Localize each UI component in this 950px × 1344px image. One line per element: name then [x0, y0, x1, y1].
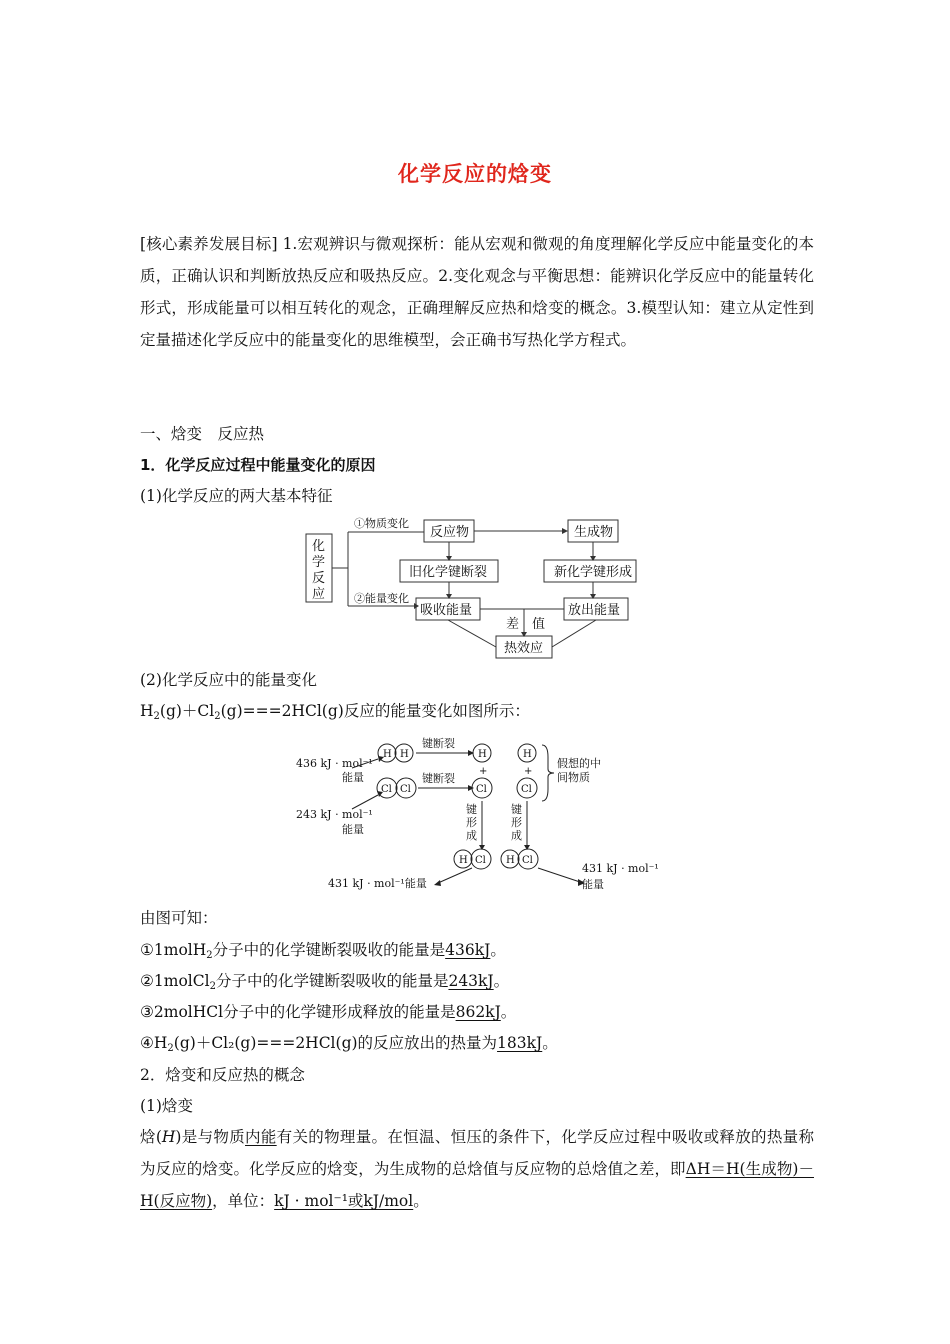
flow-left-char-2: 学 — [312, 555, 326, 570]
def-delta-h-formula: ΔH＝H(生成物)－H(反应物) — [140, 1160, 814, 1210]
atom-cl5: Cl — [475, 855, 486, 866]
atom-cl4: Cl — [521, 784, 532, 795]
plus-sign-2: + — [524, 766, 533, 777]
label-energy-1: 能量 — [342, 771, 364, 784]
fact-1-post: 。 — [490, 941, 506, 959]
fact-1-pre: ①1molH — [140, 941, 207, 959]
fact-3-pre: ③2molHCl — [140, 1003, 224, 1021]
reaction-features-flowchart — [300, 510, 640, 662]
flow-absorb-energy: 吸收能量 — [420, 603, 473, 618]
core-goals-paragraph: [核心素养发展目标] 1.宏观辨识与微观探析：能从宏观和微观的角度理解化学反应中能量变化的本质，正确认识和判断放热反应和吸热反应。2.变化观念与平衡思想：能辨识化学反应中的能量转化形式，形成能量可以相互转化的观念，正确理解反应热和焓变的概念。3.模型认知：建立从定性到定量描述化学反应中的能量变化的思维模型，会正确书写热化学方程式。 — [140, 235, 814, 349]
label-431-right: 431 kJ · mol⁻¹ — [582, 862, 659, 875]
fact-4 — [140, 1031, 558, 1055]
heading-enthalpy-concept: 2．焓变和反应热的概念 — [140, 1066, 305, 1084]
fact-4-answer: 183kJ — [497, 1034, 543, 1052]
label-bond-break-1: 键断裂 — [422, 737, 455, 750]
flow-product: 生成物 — [574, 525, 614, 540]
fact-1-sub: 2 — [206, 950, 213, 961]
flow-branch-energy: ②能量变化 — [354, 592, 409, 605]
fact-4-pre: ④H — [140, 1034, 168, 1052]
section-heading-enthalpy: 一、焓变 反应热 — [140, 425, 265, 443]
label-hypothetical-2: 间物质 — [557, 771, 590, 784]
atom-h6: H — [506, 855, 515, 866]
def-part1: 焓( — [140, 1128, 162, 1146]
fact-2-pre: ②1molCl — [140, 972, 210, 990]
label-form-1c: 成 — [466, 829, 477, 842]
fact-2-mid: 分子中的化学键断裂吸收的能量是 — [215, 972, 449, 990]
fact-4-mid: (g)＋Cl₂(g)===2HCl(g)的反应放出的热量为 — [173, 1034, 498, 1052]
atom-cl3: Cl — [476, 784, 487, 795]
plus-sign-1: + — [479, 766, 488, 777]
eq-cl-sub: 2 — [214, 711, 221, 722]
enthalpy-definition-paragraph — [140, 1121, 814, 1217]
flow-left-char-4: 应 — [312, 587, 326, 602]
flow-heat-effect: 热效应 — [504, 641, 544, 656]
eq-h-sub: 2 — [153, 711, 160, 722]
atom-h1: H — [383, 749, 392, 760]
eq-part2: (g)===2HCl(g)反应的能量变化如图所示： — [220, 702, 530, 720]
label-form-2a: 键 — [511, 803, 522, 816]
label-form-2b: 形 — [511, 816, 522, 829]
eq-h: H — [140, 702, 154, 720]
hcl-energy-diagram — [290, 735, 670, 897]
flow-old-bond-break: 旧化学键断裂 — [409, 565, 488, 580]
label-431-left: 431 kJ · mol⁻¹能量 — [328, 877, 427, 890]
label-hypothetical-1: 假想的中 — [557, 757, 601, 770]
fact-4-post: 。 — [542, 1034, 558, 1052]
reaction-equation-line — [140, 699, 530, 723]
flow-difference: 差 值 — [506, 617, 546, 632]
label-436: 436 kJ · mol⁻¹ — [296, 757, 373, 770]
fact-1-answer: 436kJ — [445, 941, 491, 959]
fact-1-mid: 分子中的化学键断裂吸收的能量是 — [212, 941, 446, 959]
label-bond-break-2: 键断裂 — [422, 772, 455, 785]
def-part5: 。 — [413, 1192, 429, 1210]
fact-2-answer: 243kJ — [448, 972, 494, 990]
heading-energy-change-cause: 1．化学反应过程中能量变化的原因 — [140, 456, 376, 474]
page-title: 化学反应的焓变 — [398, 162, 552, 186]
flow-branch-material: ①物质变化 — [354, 517, 409, 530]
fact-1 — [140, 938, 506, 962]
atom-h5: H — [459, 855, 468, 866]
fact-3-answer: 862kJ — [455, 1003, 501, 1021]
flow-new-bond-form: 新化学键形成 — [554, 565, 633, 580]
label-243: 243 kJ · mol⁻¹ — [296, 808, 373, 821]
label-energy-3: 能量 — [582, 878, 604, 891]
label-form-1a: 键 — [466, 803, 477, 816]
label-form-1b: 形 — [466, 816, 477, 829]
def-internal-energy: 内能 — [245, 1128, 277, 1146]
flow-left-char-3: 反 — [312, 571, 326, 586]
def-h-symbol: H — [161, 1128, 176, 1146]
eq-part1: (g)＋Cl — [159, 702, 215, 720]
fact-2-post: 。 — [493, 972, 510, 990]
def-unit: kJ · mol⁻¹或kJ/mol — [274, 1192, 414, 1210]
atom-cl2: Cl — [400, 784, 411, 795]
atom-cl1: Cl — [381, 784, 392, 795]
def-part3: 有关的物理量。在恒温、恒压的条件下，化学反应过程中吸收或释放的热量称为反应的焓变。化学反应的焓变，为生成物的总焓值与反应物的总焓值之差，即 — [140, 1128, 814, 1178]
fact-4-sub: 2 — [167, 1043, 174, 1054]
subheading-two-features: (1)化学反应的两大基本特征 — [140, 487, 333, 505]
atom-h2: H — [400, 749, 409, 760]
flow-left-char-1: 化 — [312, 539, 326, 554]
label-form-2c: 成 — [511, 829, 522, 842]
fact-3-mid: 分子中的化学键形成释放的能量是 — [223, 1003, 456, 1021]
flow-reactant: 反应物 — [430, 525, 470, 540]
subheading-energy-change: (2)化学反应中的能量变化 — [140, 671, 317, 689]
atom-h3: H — [478, 749, 487, 760]
def-part2: )是与物质 — [175, 1128, 246, 1146]
subheading-enthalpy-change: (1)焓变 — [140, 1097, 193, 1115]
def-part4: ，单位： — [212, 1192, 275, 1210]
label-energy-2: 能量 — [342, 823, 364, 836]
known-from-figure: 由图可知： — [140, 909, 218, 927]
fact-3-post: 。 — [500, 1003, 517, 1021]
atom-h4: H — [523, 749, 532, 760]
fact-2-sub: 2 — [209, 981, 216, 992]
fact-2 — [140, 969, 509, 993]
flow-release-energy: 放出能量 — [568, 603, 621, 618]
fact-3 — [140, 1000, 516, 1024]
atom-cl6: Cl — [522, 855, 533, 866]
